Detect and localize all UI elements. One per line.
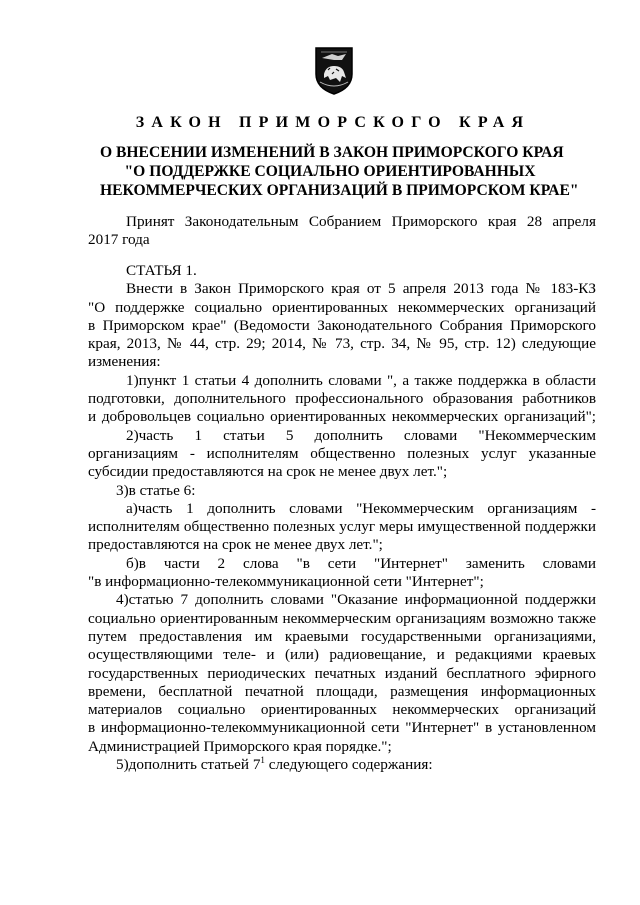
item-2-line: 2)часть 1 статьи 5 дополнить словами "Некоммерческим	[126, 426, 596, 444]
heading-line: О ВНЕСЕНИИ ИЗМЕНЕНИЙ В ЗАКОН ПРИМОРСКОГО КРАЯ	[100, 144, 564, 161]
intro-line: изменения:	[88, 353, 161, 371]
intro-line: "О поддержке социально ориентированных некоммерческих организаций	[88, 298, 596, 316]
coat-of-arms-icon	[312, 44, 356, 96]
item-4-line: Администрацией Приморского края порядке.";	[88, 737, 392, 755]
law-heading	[100, 143, 579, 200]
adoption-line: 2017 года	[88, 231, 150, 249]
item-3b-line: "в информационно-телекоммуникационной сети "Интернет";	[88, 573, 484, 591]
item-4-line: путем предоставления им краевыми государственными организациями,	[88, 627, 596, 645]
item-5-superscript: 1	[260, 754, 265, 765]
item-4-line: в информационно-телекоммуникационной сети "Интернет" в установленном	[88, 719, 596, 737]
item-2-line: организациям - исполнителям общественно полезных услуг указанные	[88, 444, 596, 462]
item-3b-line: б)в части 2 слова "в сети "Интернет" заменить словами	[126, 554, 596, 572]
item-2-line: субсидии предоставляются на срок не менее двух лет.";	[88, 463, 448, 481]
intro-line: Внести в Закон Приморского края от 5 апреля 2013 года № 183-КЗ	[126, 280, 596, 298]
item-1-line: и добровольцев социально ориентированных некоммерческих организаций";	[88, 408, 596, 426]
intro-line: в Приморском крае" (Ведомости Законодательного Собрания Приморского	[88, 316, 596, 334]
item-5-line	[88, 756, 596, 774]
heading-line: "О ПОДДЕРЖКЕ СОЦИАЛЬНО ОРИЕНТИРОВАННЫХ	[124, 163, 536, 180]
item-5-suffix: следующего содержания:	[264, 756, 433, 774]
item-1-line: подготовки, дополнительного профессионального образования работников	[88, 390, 596, 408]
item-5-prefix: 5)дополнить статьей 7	[116, 756, 261, 774]
item-3a-line: исполнителям общественно полезных услуг меры имущественной поддержки	[88, 518, 596, 536]
coat-of-arms-graphic	[312, 44, 356, 96]
item-3-heading: 3)в статье 6:	[116, 481, 196, 499]
item-4-line: 4)статью 7 дополнить словами "Оказание информационной поддержки	[116, 591, 596, 609]
adoption-line: Принят Законодательным Собранием Приморского края 28 апреля	[126, 213, 596, 230]
item-4-line: осуществляющими теле- и (или) радиовещание, и редакциями краевых	[88, 646, 596, 664]
law-title: ЗАКОН ПРИМОРСКОГО КРАЯ	[135, 114, 531, 131]
item-3a-line: а)часть 1 дополнить словами "Некоммерческим организациям -	[126, 499, 596, 517]
heading-line: НЕКОММЕРЧЕСКИХ ОРГАНИЗАЦИЙ В ПРИМОРСКОМ КРАЕ"	[100, 182, 579, 199]
intro-line: края, 2013, № 44, стр. 29; 2014, № 73, стр. 34, № 95, стр. 12) следующие	[88, 335, 596, 353]
adoption-paragraph	[88, 213, 596, 250]
article-heading: СТАТЬЯ 1.	[126, 262, 197, 279]
article-1	[88, 262, 596, 774]
item-4-line: государственных периодических печатных изданий бесплатного эфирного	[88, 664, 596, 682]
item-3a-line: предоставляются на срок не менее двух лет.";	[88, 536, 383, 554]
item-4-line: социально ориентированным некоммерческим организациям возможно также	[88, 609, 596, 627]
item-4-line: времени, бесплатной печатной площади, размещения информационных	[88, 682, 596, 700]
item-4-line: материалов социально ориентированных некоммерческих организаций	[88, 701, 596, 719]
item-1-line: 1)пункт 1 статьи 4 дополнить словами ", а также поддержка в области	[126, 371, 596, 389]
